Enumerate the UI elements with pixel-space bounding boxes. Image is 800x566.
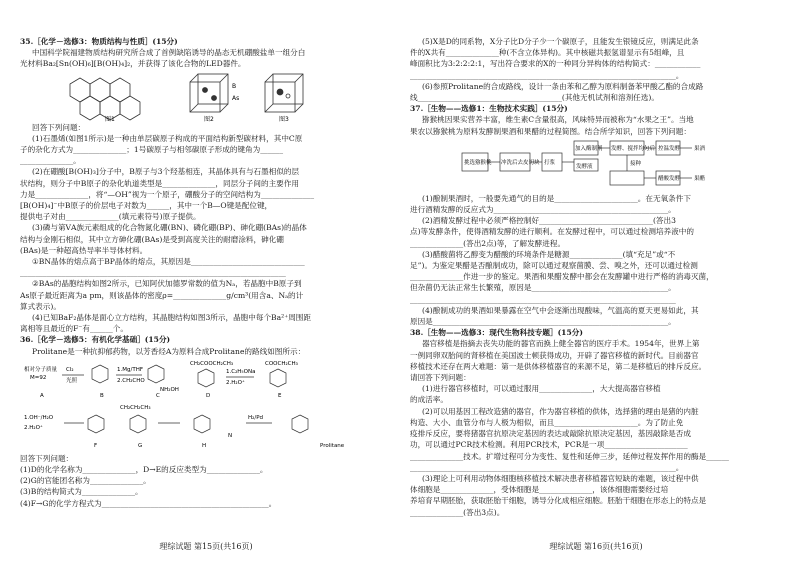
text-line: 移植技术还存在两大难题：第一是供体移植器官的来源不足，第二是移植后的排斥反应。 xyxy=(410,361,707,371)
text-line: ______________________________________________________________________。 xyxy=(410,70,684,80)
text-line: (4)酿制成功的果酒如果暴露在空气中会逐渐出现酸味，气温高的夏天更易如此，其 xyxy=(422,305,699,315)
q35-header-block xyxy=(20,36,392,70)
text-line: 的成活率。 xyxy=(410,395,448,405)
text-line: ②BAs的晶胞结构如图2所示，已知阿伏加德罗常数的值为Nₐ，若晶胞中B原子到 xyxy=(32,279,302,289)
text-line: 疫排斥反应，要将猪器官抗原决定基因的表达或敲除抗原决定基因，基因敲除是否成 xyxy=(410,429,691,439)
bas-cell-figure xyxy=(190,74,228,112)
text-line: 养培育早期胚胎，获取胚胎干细胞，诱导分化成相应细胞。胚胎干细胞在形态上的特点是 xyxy=(410,496,707,506)
label-h: H xyxy=(202,442,207,449)
text-line: (1)D的化学名称为______________，D→E的反应类型为______________。 xyxy=(20,465,268,475)
label-f: F xyxy=(94,442,98,449)
text-line: 光材料Ba₂[Sn(OH)₆][B(OH)₄]₂，并获得了该化合物的LED器件。 xyxy=(20,59,246,69)
text-line: 进行酒精发酵的反应式为______________________________________________。 xyxy=(410,205,676,215)
text-line: 回答下列问题： xyxy=(20,453,74,463)
text-line: (2)在硼酸[B(OH)₃]分子中，B原子与3个羟基相连，其晶体具有与石墨相似的层 xyxy=(32,167,300,177)
text-line: 38.［生物——选修3：现代生物科技专题］(15分) xyxy=(410,328,583,338)
scheme-text: H₂/Pd xyxy=(248,414,264,421)
text-line: ______________(答出2点)等，了解发酵进程。 xyxy=(410,238,566,248)
text-line: (3)B的结构简式为______________。 xyxy=(20,487,143,497)
text-line: (1)石墨烯(如图1所示)是一种由单层碳原子构成的平面结构新型碳材料，其中C原 xyxy=(32,133,303,143)
text-line: (4)已知BaF₂晶体是面心立方结构，其晶胞结构如图3所示，晶胞中每个Ba²⁺周围距 xyxy=(32,313,311,323)
crystal-figures-svg xyxy=(20,70,392,122)
text-line: (3)磷与第ⅤA族元素组成的化合物氮化硼(BN)、磷化硼(BP)、砷化硼(BAs)的晶体 xyxy=(32,223,307,233)
flow-label: 打浆 xyxy=(544,159,556,166)
text-line: As原子最近距离为a pm，则该晶体的密度ρ=______________g/cm³(用含a、Nₐ的计 xyxy=(20,290,304,300)
fig2-label: 图2 xyxy=(204,115,214,122)
text-line: (1)酿制果酒时，一般要先通气的目的是______________________。在无氧条件下 xyxy=(422,193,691,203)
text-line: (5)X是D的同系物，X分子比D分子少一个碳原子，且能发生银镜反应，则满足此条 xyxy=(422,37,699,46)
text-line: 算式表示)。 xyxy=(20,301,61,311)
text-line: 请回答下列问题： xyxy=(410,373,471,383)
text-line: ______________。 xyxy=(20,156,81,166)
text-line: (BAs)是一种超高热导率半导体材料。 xyxy=(20,245,148,255)
text-line: 原因是______________________________________________________________。 xyxy=(410,317,676,327)
label-g: G xyxy=(138,442,143,449)
flow-label: 冲洗后去皮切块 xyxy=(501,159,540,166)
flow-label: 发酵液 xyxy=(576,163,593,170)
page-footer-right: 理综试题 第16页(共16页) xyxy=(549,541,643,551)
text-line: 器官移植是指摘去丧失功能的器官而换上健全器官的医疗手术。1954年，世界上第 xyxy=(422,339,700,349)
text-line: ______________作进一步的鉴定。果酒和果醋发酵中都会在发酵罐中进行严格的消毒灭菌， xyxy=(410,272,714,282)
text-line: 猕猴桃因果实营养丰富，维生素C含量很高，风味特异而被称为“水果之王”。当地 xyxy=(422,115,694,125)
text-line: 足”)。为鉴定果醋是否酿制成功，除可以通过观察菌膜、尝、嗅之外，还可以通过检测 xyxy=(410,261,698,271)
text-line: (3)理论上可利用动物体细胞核移植技术解决患者移植器官短缺的难题，该过程中供 xyxy=(422,473,699,483)
scheme-text: 相对分子质量 xyxy=(24,366,58,373)
text-line: ______________________________________________________________________。 xyxy=(410,462,684,472)
flow-label: 果酒 xyxy=(694,145,706,152)
q35-body xyxy=(20,122,392,357)
scheme-text: 1.OH⁻/H₂O xyxy=(24,414,54,421)
text-line: 子的杂化方式为______________；1号碳原子与相邻碳原子形成的键角为______ xyxy=(20,145,284,155)
q36-questions xyxy=(20,453,392,509)
flowchart-svg xyxy=(410,137,782,193)
text-line: 状结构，则分子中B原子的杂化轨道类型是______________，同层分子间的主要作用 xyxy=(20,178,299,188)
flow-label: 醋酸发酵 xyxy=(658,175,681,182)
text-line: 36.［化学－选修5：有机化学基础］(15分) xyxy=(20,335,171,345)
text-line: 35.［化学－选修3：物质结构与性质］(15分) xyxy=(20,37,178,46)
flow-label: 控温发酵 xyxy=(658,145,681,152)
text-line: 果农以猕猴桃为原料发酵制果酒和果醋的过程简图。结合所学知识，回答下列问题： xyxy=(410,126,691,136)
synthesis-scheme xyxy=(20,357,392,453)
text-line: (2)G的官能团名称为______________。 xyxy=(20,476,151,486)
scheme-text: 2.H₂O⁺ xyxy=(226,379,245,386)
text-line: 峰面积比为3:2:2:2:1，写出符合要求的X的一种同分异构体的结构简式：____________ xyxy=(410,59,701,69)
label-b: B xyxy=(100,392,104,399)
label-prolitane: Prolitane xyxy=(320,442,345,449)
fermentation-flowchart xyxy=(410,137,782,193)
graphene-figure xyxy=(70,78,140,120)
text-line: Prolitane是一种抗抑郁药物，以芳香烃A为原料合成Prolitane的路线如图所示： xyxy=(32,346,306,356)
text-line: 点)等发酵条件，使得酒精发酵的进行顺利。在发酵过程中，可以通过检测培养液中的 xyxy=(410,227,694,237)
scheme-text: NH₂OH xyxy=(160,386,179,393)
flow-label: 发酵、搅拌均匀后 xyxy=(611,145,656,152)
scheme-text: 光照 xyxy=(66,377,78,384)
text-line: 但杂菌仍无法正常生长繁殖，原因是____________________________________。 xyxy=(410,283,676,293)
right-page xyxy=(410,36,782,556)
text-line: ①BN晶体的熔点高于BP晶体的熔点，其原因是______________________________ xyxy=(32,257,305,267)
synthesis-scheme-svg xyxy=(20,357,392,453)
scheme-text: 2.CH₂CHO xyxy=(117,377,145,384)
crystal-figures xyxy=(20,70,392,122)
text-line: ______________________________________________________________________ xyxy=(410,294,676,304)
flow-label: 接种 xyxy=(630,160,642,167)
text-line: ______________技术。扩增过程可分为变性、复性和延伸三步，延伸过程发挥作用的酶是______ xyxy=(410,451,729,461)
text-line: 中国科学院福建物质结构研究所合成了首例缺陷诱导的晶态无机硼酸盐单一组分白 xyxy=(32,48,306,58)
q36-continued xyxy=(410,36,782,137)
text-line: (3)醋酸菌将乙醇变为醋酸的环境条件是糖源______________(填“充足”或“不 xyxy=(422,249,676,259)
flow-label: 挑选猕猴桃 xyxy=(464,159,492,166)
text-line: 离相等且最近的F⁻有______个。 xyxy=(20,324,128,334)
text-line: 功，可以通过PCR技术检测。利用PCR技术，PCR是一项______________________ xyxy=(410,440,688,450)
atom-label-b: B xyxy=(232,82,237,90)
text-line: 力是______________，将“—OH”视为一个原子，硼酸分子的空间结构为______________ xyxy=(20,189,314,199)
text-line: (2)可以用基因工程改造猪的器官，作为器官移植的供体，选择猪的理由是猪的内脏 xyxy=(422,406,699,416)
scheme-text: Cl₂ xyxy=(66,366,74,373)
flow-label: 加入酶制剂 xyxy=(575,145,603,152)
text-line: (2)酒精发酵过程中必须严格控制好______________________________(答出3 xyxy=(422,216,676,226)
scheme-text: N xyxy=(228,432,233,439)
scheme-text: M=92 xyxy=(30,374,47,381)
text-line: (6)参照Prolitane的合成路线，设计一条由苯和乙醇为原料制备苯甲酸乙酯的合成路 xyxy=(422,81,704,91)
left-page xyxy=(20,36,392,556)
page-footer-left: 理综试题 第15页(共16页) xyxy=(159,541,253,551)
atom-label-as: As xyxy=(232,94,240,102)
text-line: 回答下列问题： xyxy=(32,122,86,132)
scheme-text: CH₂CH₂CH₃ xyxy=(120,404,151,411)
text-line: [B(OH)₄]⁻中B原子的价层电子对数为______，其中一个B—O键是配位键， xyxy=(20,201,273,211)
scheme-text: COOCH₂CH₃ xyxy=(265,360,298,367)
scheme-text: 1.Mg/THF xyxy=(117,366,143,373)
fig1-label: 图1 xyxy=(105,115,115,122)
label-a: A xyxy=(40,392,44,399)
label-e: E xyxy=(278,392,282,399)
text-line: 件的X共有______________种(不含立体异构)。其中核磁共振氢谱显示有5组峰，且 xyxy=(410,48,685,58)
text-line: 37.［生物——选修1：生物技术实践］(15分) xyxy=(410,104,568,114)
text-line: 构造、大小、血管分布与人极为相似，而且______________________。为了防止免 xyxy=(410,417,684,427)
text-line: (4)F→G的化学方程式为____________________________________________。 xyxy=(20,498,277,508)
text-line: 提供电子对由______________(填元素符号)原子提供。 xyxy=(20,212,201,222)
baf2-cell-figure xyxy=(265,74,303,112)
scheme-text: 2.H₂O⁺ xyxy=(24,424,43,431)
text-line: 线______________________________________(其他无机试剂和溶剂任选)。 xyxy=(410,93,659,103)
flow-label: 果醋 xyxy=(694,175,706,182)
scheme-text: CH₂COOCH₂CH₃ xyxy=(190,360,234,367)
text-line: ______________(答出3点)。 xyxy=(410,507,505,517)
text-line: (1)进行器官移植时，可以通过服用______________，大大提高器官移植 xyxy=(422,384,661,394)
text-line: ______________________________________________________________________ xyxy=(20,268,286,278)
label-d: D xyxy=(206,392,211,399)
text-line: 一例同卵双胎间的肾移植在美国波士顿获得成功，开辟了器官移植的新时代。目前器官 xyxy=(410,350,699,360)
q37-38-body xyxy=(410,193,782,518)
text-line: 体细胞是______________，受体细胞是______________，该体细胞需要经过培 xyxy=(410,485,669,495)
scheme-text: 1.C₂H₅ONa xyxy=(226,368,256,375)
text-line: 结构与金刚石相似，其中立方砷化硼(BAs)是受到高度关注的耐磨涂料，砷化硼 xyxy=(20,234,284,244)
label-c: C xyxy=(156,392,160,399)
fig3-label: 图3 xyxy=(279,115,289,122)
